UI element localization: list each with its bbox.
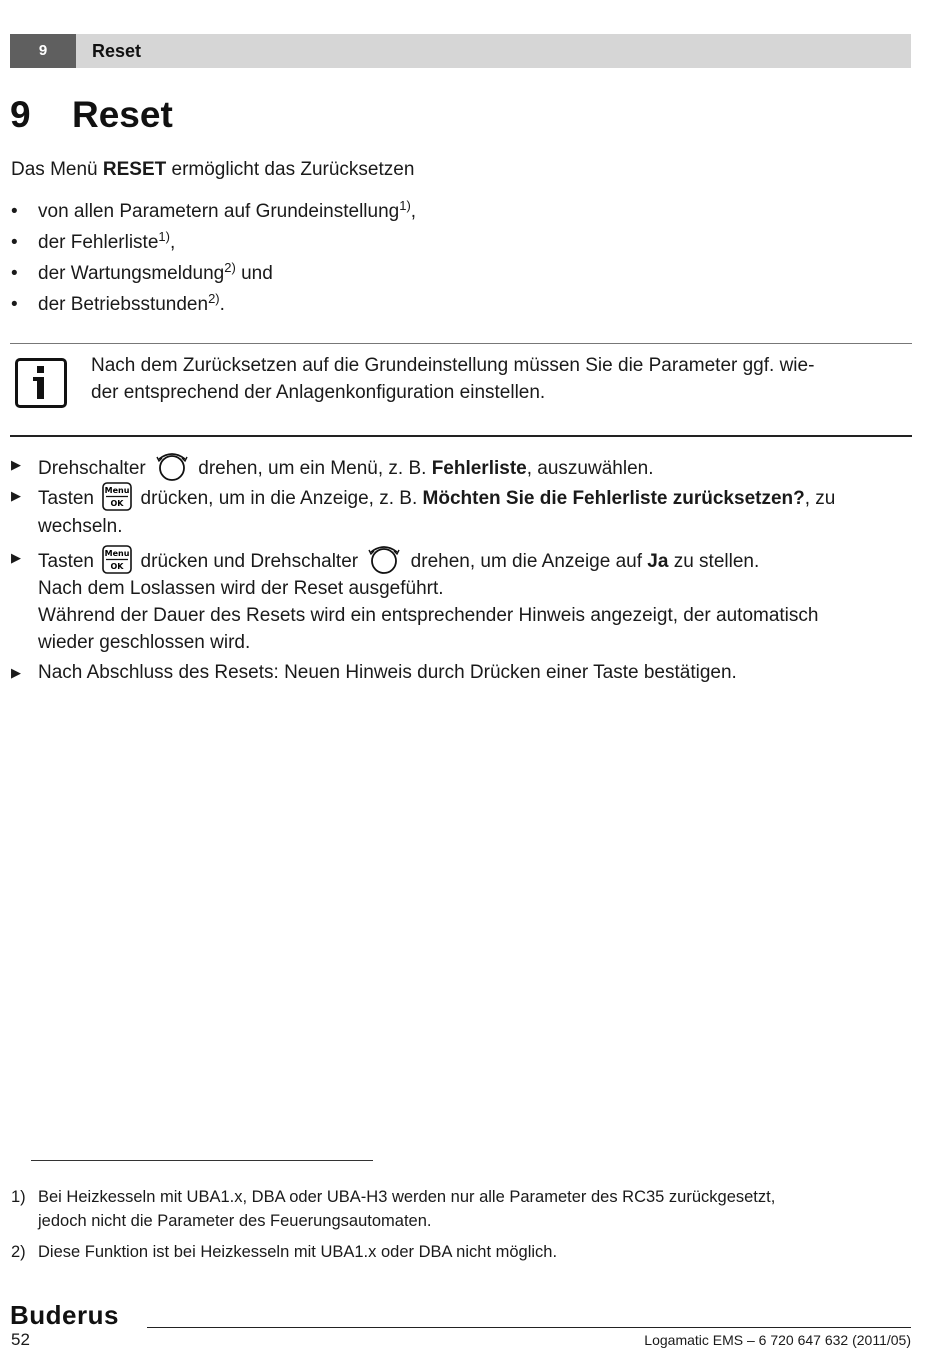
list-item: • der Wartungsmeldung$^{2)}$ und [11,260,273,284]
ok-key-label: OK [110,499,124,508]
footnote-text: Bei Heizkesseln mit UBA1.x, DBA oder UBA-H3 werden nur alle Parameter des RC35 zurückgesetzt, [38,1188,776,1206]
step-text: Während der Dauer des Resets wird ein entsprechender Hinweis angezeigt, der automatisch [38,605,819,626]
info-note-line: der entsprechend der Anlagenkonfiguration einstellen. [91,382,546,403]
footnote-2 [11,1240,891,1264]
step-text: drücken, um in die Anzeige, z. B. [135,488,423,509]
list-item-punct: und [235,263,273,284]
step-text: , zu [804,488,836,509]
info-note [91,352,891,406]
footnote-ref: 2) [224,260,236,275]
step-text: Tasten [38,551,100,572]
chapter-header-title: Reset [92,41,142,61]
footer-divider [147,1327,911,1328]
step-text: Drehschalter [38,458,151,479]
reset-options-list [11,196,416,320]
document-reference: Logamatic EMS – 6 720 647 632 (2011/05) [644,1332,911,1348]
step-text: drehen, um die Anzeige auf [405,551,648,572]
step-text: wieder geschlossen wird. [38,632,251,653]
step-value-ja: Ja [647,551,669,572]
list-item-text: der Wartungsmeldung [38,263,225,284]
list-item-text: der Fehlerliste [38,232,159,253]
footnote-divider [31,1160,373,1161]
list-item-text: der Betriebsstunden [38,294,209,315]
step-menu-name: Fehlerliste [431,458,527,479]
info-top-divider [10,343,912,344]
intro-menu-name: RESET [102,159,167,180]
footnote-text: Diese Funktion ist bei Heizkesseln mit UBA1.x oder DBA nicht möglich. [38,1243,558,1261]
info-bottom-divider [10,435,912,437]
step-text: wechseln. [38,516,123,537]
intro-text-before: Das Menü [11,159,103,180]
intro-text-after: ermöglicht das Zurücksetzen [166,159,415,180]
arrow-right-icon: ▶ [11,665,21,680]
step-item [11,544,911,656]
arrow-right-icon: ▶ [11,457,21,472]
footnote-mark: 2) [11,1243,26,1261]
chapter-number-badge: 9 [10,34,76,68]
footnote-ref: 1) [158,229,170,244]
footnote-mark: 1) [11,1188,26,1206]
footnote-text: jedoch nicht die Parameter des Feuerungsautomaten. [38,1212,432,1230]
menu-key-label: Menu [104,549,130,558]
intro-paragraph [11,157,414,183]
info-icon [15,358,67,408]
ok-key-label: OK [110,562,124,571]
page-number: 52 [11,1330,30,1349]
arrow-right-icon: ▶ [11,550,21,565]
list-item-punct: , [410,201,417,222]
list-item-text: von allen Parametern auf Grundeinstellung [38,201,400,222]
step-text: , auszuwählen. [526,458,654,479]
step-text: Nach Abschluss des Resets: Neuen Hinweis durch Drücken einer Taste bestätigen. [38,662,737,683]
footnote-ref: 2) [208,291,220,306]
list-item: • der Fehlerliste$^{1)}$, [11,229,176,253]
instruction-steps [11,451,911,686]
step-display-prompt: Möchten Sie die Fehlerliste zurücksetzen? [422,488,805,509]
step-item [11,482,911,540]
step-item [11,451,911,482]
arrow-right-icon: ▶ [11,488,21,503]
list-item: • von allen Parametern auf Grundeinstellung$^{1)}$, [11,198,417,222]
section-title: Reset [72,94,173,135]
chapter-header-bar [10,34,911,68]
step-text: zu stellen. [668,551,760,572]
step-item [11,659,911,686]
step-text: Nach dem Loslassen wird der Reset ausgeführt. [38,578,444,599]
page-title [10,94,173,136]
step-text: drücken und Drehschalter [135,551,364,572]
list-item: • der Betriebsstunden$^{2)}$. [11,291,225,315]
buderus-logo: Buderus [10,1300,119,1330]
list-item-punct: , [169,232,176,253]
list-item-punct: . [219,294,225,315]
section-number: 9 [10,94,31,135]
footnote-1 [11,1185,891,1233]
step-text: drehen, um ein Menü, z. B. [193,458,432,479]
info-note-line: Nach dem Zurücksetzen auf die Grundeinstellung müssen Sie die Parameter ggf. wie- [91,355,815,376]
menu-key-label: Menu [104,486,130,495]
footnote-ref: 1) [399,198,411,213]
step-text: Tasten [38,488,100,509]
